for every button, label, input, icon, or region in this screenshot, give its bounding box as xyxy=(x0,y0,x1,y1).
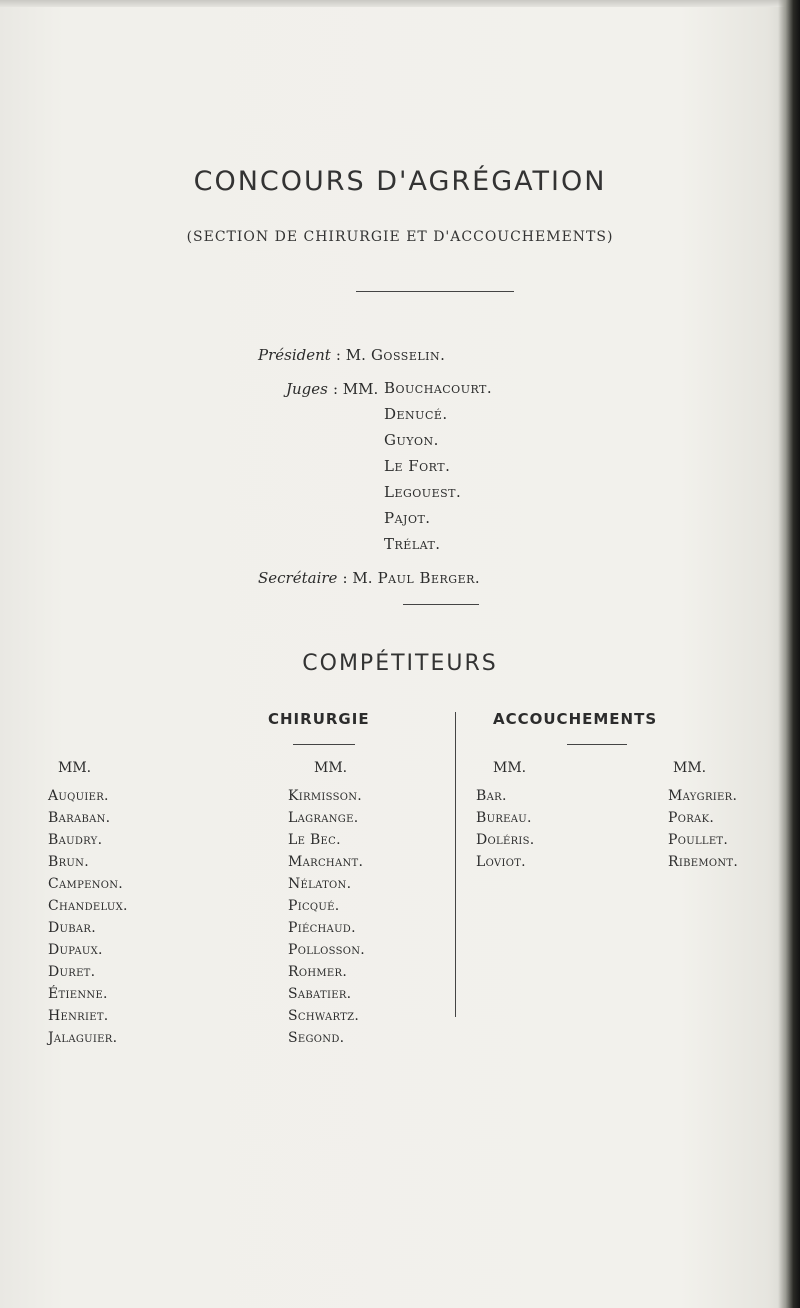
chirurgie-competitor: Étienne. xyxy=(48,986,108,1002)
juge-name: Trélat. xyxy=(384,535,441,553)
accouchements-competitor: Loviot. xyxy=(476,854,526,870)
juge-name: Pajot. xyxy=(384,509,431,527)
book-binding-shadow xyxy=(778,0,800,1308)
accouchements-heading: ACCOUCHEMENTS xyxy=(493,710,658,728)
column-separator xyxy=(455,712,456,1017)
chirurgie-competitor: Campenon. xyxy=(48,876,124,892)
chirurgie-competitor: Rohmer. xyxy=(288,964,348,980)
accouchements-competitor: Bar. xyxy=(476,788,507,804)
chirurgie-competitor: Jalaguier. xyxy=(48,1030,118,1046)
chirurgie-competitor: Picqué. xyxy=(288,898,340,914)
chirurgie-competitor: Sabatier. xyxy=(288,986,352,1002)
president-prefix: : M. xyxy=(335,346,366,364)
secretaire-name: Paul Berger. xyxy=(377,569,481,587)
chirurgie-competitor: Nélaton. xyxy=(288,876,352,892)
chirurgie-competitor: Duret. xyxy=(48,964,96,980)
chirurgie-competitor: Segond. xyxy=(288,1030,345,1046)
accouchements-competitor: Porak. xyxy=(668,810,715,826)
chirurgie-competitor: Le Bec. xyxy=(288,832,341,848)
accouchements-competitor: Doléris. xyxy=(476,832,535,848)
president-line xyxy=(258,345,445,364)
secretaire-prefix: : M. xyxy=(342,569,373,587)
accouchements-competitor: Maygrier. xyxy=(668,788,738,804)
juges-line xyxy=(286,379,378,398)
chirurgie-competitor: Marchant. xyxy=(288,854,364,870)
chirurgie-competitor: Dubar. xyxy=(48,920,97,936)
secretaire-line xyxy=(258,568,480,587)
accouchements-underline xyxy=(567,744,627,745)
chirurgie-competitor: Pollosson. xyxy=(288,942,366,958)
chirurgie-competitor: Brun. xyxy=(48,854,89,870)
accouchements-competitor: Bureau. xyxy=(476,810,532,826)
chirurgie-competitor: Auquier. xyxy=(48,788,109,804)
page-title: CONCOURS D'AGRÉGATION xyxy=(193,166,607,197)
chirurgie-col2-header: MM. xyxy=(314,760,348,776)
page-subtitle: (SECTION DE CHIRURGIE ET D'ACCOUCHEMENTS) xyxy=(186,229,614,245)
chirurgie-competitor: Henriet. xyxy=(48,1008,109,1024)
accouchements-col1-header: MM. xyxy=(493,760,527,776)
chirurgie-competitor: Chandelux. xyxy=(48,898,128,914)
divider-middle xyxy=(403,604,479,605)
page-top-edge xyxy=(0,0,800,7)
secretaire-label: Secrétaire xyxy=(258,569,338,587)
juges-prefix: : MM. xyxy=(332,380,379,398)
juge-name: Denucé. xyxy=(384,405,448,423)
chirurgie-competitor: Schwartz. xyxy=(288,1008,360,1024)
competiteurs-title: COMPÉTITEURS xyxy=(302,651,498,676)
accouchements-competitor: Poullet. xyxy=(668,832,729,848)
chirurgie-competitor: Baudry. xyxy=(48,832,103,848)
chirurgie-competitor: Baraban. xyxy=(48,810,111,826)
juges-label: Juges xyxy=(286,380,328,398)
chirurgie-underline xyxy=(293,744,355,745)
chirurgie-competitor: Piéchaud. xyxy=(288,920,356,936)
accouchements-col2-header: MM. xyxy=(673,760,707,776)
juge-name: Legouest. xyxy=(384,483,462,501)
chirurgie-heading: CHIRURGIE xyxy=(268,710,370,728)
chirurgie-competitor: Kirmisson. xyxy=(288,788,363,804)
accouchements-competitor: Ribemont. xyxy=(668,854,739,870)
divider-top xyxy=(356,291,514,292)
president-label: Président xyxy=(258,346,331,364)
juge-name: Le Fort. xyxy=(384,457,451,475)
juge-name: Bouchacourt. xyxy=(384,379,493,397)
chirurgie-col1-header: MM. xyxy=(58,760,92,776)
president-name: Gosselin. xyxy=(370,346,446,364)
juge-name: Guyon. xyxy=(384,431,439,449)
chirurgie-competitor: Lagrange. xyxy=(288,810,359,826)
chirurgie-competitor: Dupaux. xyxy=(48,942,103,958)
